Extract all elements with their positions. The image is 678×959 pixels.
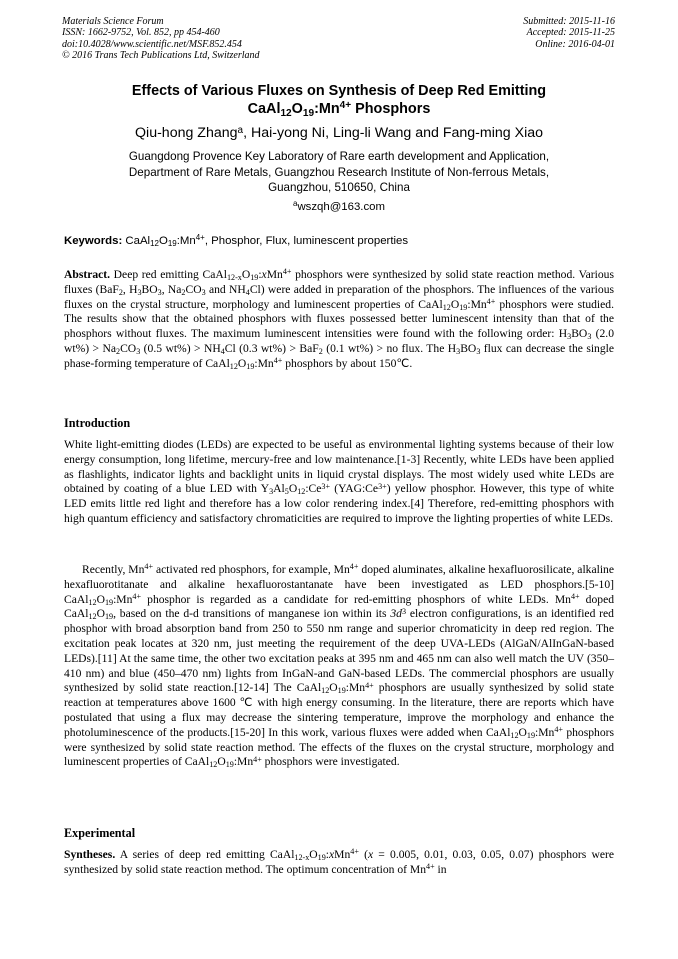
text: , Na [161,282,182,296]
text: (0.1 wt%) > no flux. The H [322,341,457,355]
subscript: 19 [317,853,326,863]
text: (2.0 wt%) > Na [64,327,614,355]
text: :Mn [345,681,366,695]
email-mark: a [293,199,298,209]
superscript: 4+ [570,591,580,601]
superscript: 4+ [349,562,359,572]
title-subscript: 12 [280,107,292,119]
section-heading-introduction: Introduction [64,416,131,430]
author-name: Qiu-hong Zhang [135,125,238,141]
subscript: 19 [459,302,468,312]
introduction-paragraph-2 [64,563,614,770]
keywords-text: CaAl [122,235,151,247]
text: Cl (0.3 wt%) > BaF [224,341,319,355]
superscript: 4+ [132,591,142,601]
text: = 0.005, 0.01, 0.03, 0.05, 0.07) phosphors were synthesized by solid state reaction method. The optimum concentration of Mn [64,848,614,876]
text: O [96,592,105,606]
superscript: 4+ [144,562,154,572]
text: in [434,862,447,876]
text: Mn [334,848,351,861]
title-text: CaAl [247,101,281,117]
subscript: 19 [250,273,259,283]
subscript: 12 [150,238,159,248]
subscript: 3 [476,347,481,356]
subscript: 19 [167,238,177,248]
author-affiliation-mark: a [237,124,244,136]
text: : [258,268,262,281]
title-line-2 [40,100,638,118]
text: ) yellow phosphor. However, this type of white LED emits little red light and therefore has a low color rendering index.[4] Therefore, red-emitting phosphors with high quantum efficiency and satisfactory chromaticities are required to improve the lighting properties of white LEDs. [64,482,614,525]
superscript: 3+ [378,481,387,491]
text: BO [460,341,477,355]
text: O [518,725,527,739]
superscript: 4+ [350,847,359,857]
submitted-date: Submitted: 2015-11-16 [523,16,615,27]
subscript: 2 [118,287,123,297]
text: x [261,268,267,281]
text: Al [273,482,285,496]
subscript: 3 [456,347,461,356]
subscript: 3 [269,487,274,497]
superscript: 4+ [253,754,262,764]
text: O [309,848,318,861]
superscript: 4+ [282,267,292,277]
keywords-text: O [158,235,168,247]
subscript: 19 [337,686,346,696]
subscript: 12 [510,730,519,740]
superscript: 3+ [321,481,331,491]
text: A series of deep red emitting CaAl [115,848,295,861]
superscript: 4+ [273,356,283,366]
superscript: 4+ [486,296,496,306]
text: :Mn [467,297,487,311]
author-names: , Hai-yong Ni, Ling-li Wang and Fang-ming Xiao [243,125,543,141]
text: phosphors were studied. The results show that the obtained phosphors with fluxes possessed better luminescent intensity than that of the phosphors without fluxes. The maximum luminescent intensities were found with the following order: H [64,297,614,341]
text: flux can decrease the single phase-forming temperature of CaAl [64,341,615,370]
subscript: 12 [88,612,97,622]
subscript: 12 [321,686,330,696]
subscript: 12 [297,487,306,497]
subscript: 12-x [294,853,310,863]
text: BO [571,327,588,341]
text: Cl) were added in preparation of the phosphors. The influences of the various fluxes on the crystal structure, morphology and luminescent properties of CaAl [64,282,615,311]
subscript: 2 [116,347,121,356]
paper-title [40,82,638,118]
subscript: 19 [526,730,536,740]
text: (YAG:Ce [330,482,379,496]
text: doped CaAl [64,592,615,621]
text: phosphors were synthesized by solid state reaction method. The effects of the fluxes on the crystal structure, morphology and luminescent properties of CaAl [64,725,614,769]
section-heading-experimental: Experimental [64,826,136,840]
text: Recently, Mn [82,563,145,576]
text: activated red phosphors, for example, Mn [153,563,350,576]
text: phosphors are usually synthesized by solid state reaction at temperatures above 1600 ℃ with high energy consuming. In the literature, there are reports which have postulated that using a flux may decrease the sintering temperature, improve the morphology and enhance the photoluminescence of the products.[15-20] In this work, various fluxes were added when CaAl [64,681,614,739]
text: phosphors were synthesized by solid state reaction method. Various fluxes (BaF [64,268,614,296]
issn: ISSN: 1662-9752, Vol. 852, pp 454-460 [62,27,220,39]
journal-name: Materials Science Forum [62,16,164,27]
text: , based on the d-d transitions of manganese ion within its [113,607,391,621]
text: O [217,755,226,769]
journal-header-left [62,16,260,62]
affiliation-line: Department of Rare Metals, Guangzhou Research Institute of Non-ferrous Metals, [128,165,550,179]
text: Deep red emitting CaAl [110,268,227,281]
text: Mn [266,268,283,281]
subscript: 2 [181,287,186,297]
subscript: 2 [318,347,323,356]
text: and NH [205,282,246,296]
subscript: 3 [137,287,142,297]
text: O [241,268,251,281]
title-line-1: Effects of Various Fluxes on Synthesis of Deep Red Emitting [131,83,547,99]
syntheses-label: Syntheses. [64,848,116,861]
text: O [329,681,338,695]
text: BO [141,282,158,296]
text: :Mn [535,725,555,739]
accepted-date: Accepted: 2015-11-25 [526,27,615,39]
abstract-label: Abstract. [64,268,111,281]
text: :Mn [254,356,274,370]
text: O [96,607,105,621]
author-list [40,124,638,142]
subscript: 12 [442,302,451,312]
text: x [329,848,335,861]
text: 3d [390,607,402,621]
subscript: 19 [104,612,114,622]
text: phosphor is regarded as a candidate for red-emitting phosphors of white LEDs. Mn [141,592,571,606]
text: CO [185,282,202,296]
subscript: 3 [201,287,206,297]
subscript: 3 [157,287,162,297]
superscript: 4+ [365,680,374,690]
affiliation-line: Guangzhou, 510650, China [268,181,410,194]
affiliation-line: Guangdong Provence Key Laboratory of Rare earth development and Application, [128,150,550,163]
keywords-text: , Phosphor, Flux, luminescent properties [204,235,409,247]
superscript: 4+ [554,725,563,735]
text: , H [122,282,138,296]
text: :Mn [113,592,133,606]
abstract-paragraph [64,268,614,372]
subscript: 4 [220,347,225,356]
title-text: Phosphors [351,101,431,117]
copyright: © 2016 Trans Tech Publications Ltd, Switzerland [62,50,260,62]
keywords-text: :Mn [176,235,196,247]
title-text: :Mn [314,101,340,117]
superscript: 4+ [195,233,205,243]
online-date: Online: 2016-04-01 [535,38,615,50]
text: doped aluminates, alkaline hexafluorosilicate, alkaline hexafluorotitanate and alkaline hexafluorostantanate have been investigated as LED phosphors.[5-10] CaAl [64,563,614,606]
subscript: 19 [104,597,114,607]
corresponding-email [40,200,638,214]
text: phosphors were investigated. [261,755,400,769]
subscript: 5 [284,487,289,497]
text: x [367,848,374,861]
text: phosphors by about 150℃. [282,356,413,370]
subscript: 3 [136,347,141,356]
affiliation [70,149,608,196]
subscript: 3 [567,332,572,342]
title-subscript: 19 [302,107,315,119]
doi: doi:10.4028/www.scientific.net/MSF.852.454 [62,38,242,50]
title-superscript: 4+ [339,100,352,112]
subscript: 12 [88,597,97,607]
subscript: 4 [245,287,250,297]
text: (0.5 wt%) > NH [140,341,221,355]
subscript: 12 [209,760,218,770]
superscript: 4+ [426,862,435,872]
subscript: 3 [587,332,592,342]
text: O [450,297,460,311]
text: :Mn [233,755,254,769]
text: ( [358,848,368,861]
text: White light-emitting diodes (LEDs) are expected to be useful as environmental lighting systems because of their low energy consumption, long lifetime, mercury-free and low maintenance.[1-3] Recently, white LEDs have been applied as flashlights, indicator lights and backlight units in liquid crystal displays. The most widely used white LEDs are obtained by coating of a blue LED with Y [64,438,614,496]
text: O [237,356,247,370]
introduction-paragraph-1 [64,438,614,527]
subscript: 12-x [226,273,242,283]
subscript: 19 [225,760,234,770]
keywords [64,234,614,248]
text: O [288,482,298,496]
subscript: 19 [246,361,255,371]
experimental-paragraph [64,848,614,878]
text: :Ce [305,482,322,496]
text: : [325,848,330,861]
journal-header-right [523,16,615,50]
text: CO [120,341,137,355]
text: electron configurations, is an identified red phosphor with broad absorption band from 250 to 550 nm range and superior chromaticity in deep red region. The excitation peak locates at 320 nm, just meeting the requirement of the deep UVA-LEDs (AlGaN/AlInGaN-based LEDs).[11] At the same time, the other two excitation peaks at 395 nm and 465 nm can also well match the UV (350–410 nm) and blue (450–470 nm) lights from InGaN-and GaN-based LEDs. The commercial phosphors are usually synthesized by solid state reaction.[12-14] The CaAl [64,607,614,695]
subscript: 12 [229,361,238,371]
keywords-label: Keywords: [64,235,123,247]
email-address: wszqh@163.com [297,201,385,213]
title-text: O [291,101,303,117]
superscript: 3 [401,606,407,616]
